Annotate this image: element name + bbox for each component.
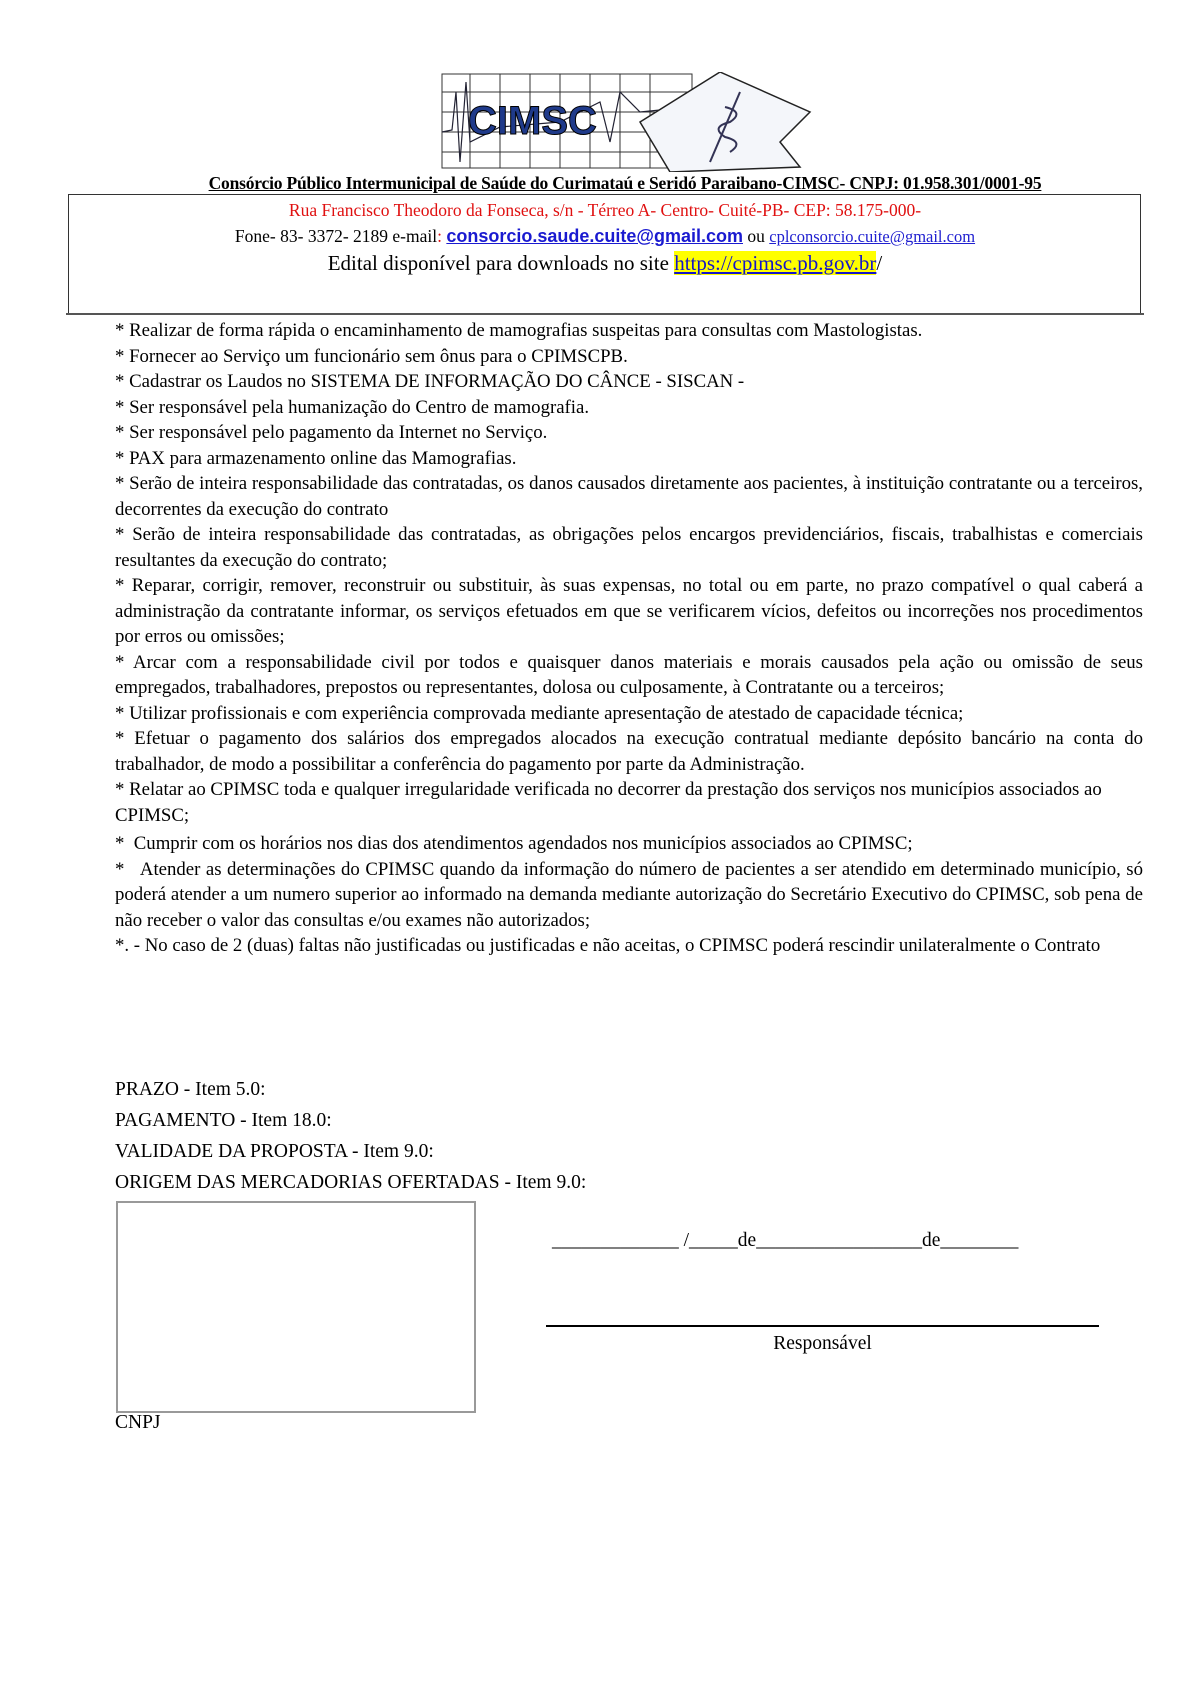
email-link-primary[interactable]: consorcio.saude.cuite@gmail.com <box>446 226 743 246</box>
obligation-item: * Efetuar o pagamento dos salários dos empregados alocados na execução contratual mediante depósito bancário na conta do trabalhador, de modo a possibilitar a conferência do pagamento por parte da Administração. <box>115 728 1143 775</box>
obligation-item: * Ser responsável pela humanização do Centro de mamografia. <box>115 396 590 418</box>
header-divider <box>66 313 1144 315</box>
obligation-item: * Ser responsável pelo pagamento da Internet no Serviço. <box>115 422 548 443</box>
obligation-item: * Cumprir com os horários nos dias dos atendimentos agendados nos municípios associados ao CPIMSC; <box>115 833 913 854</box>
svg-text:CIMSC: CIMSC <box>468 99 597 143</box>
obligation-item: * Relatar ao CPIMSC toda e qualquer irregularidade verificada no decorrer da prestação dos serviços nos municípios associados ao CPIMSC; <box>115 779 1102 826</box>
consortium-title: Consórcio Público Intermunicipal de Saúde do Curimataú e Seridó Paraibano-CIMSC- CNPJ: 01.958.301/0001-95 <box>208 173 1042 193</box>
date-line: _____________ /_____de_________________de________ <box>552 1230 1019 1251</box>
term-pagamento: PAGAMENTO - Item 18.0: <box>115 1110 332 1131</box>
address: Rua Francisco Theodoro da Fonseca, s/n - Térreo A- Centro- Cuité-PB- CEP: 58.175-000- <box>288 200 922 220</box>
obligation-item: * Cadastrar os Laudos no SISTEMA DE INFORMAÇÃO DO CÂNCE - SISCAN - <box>115 371 745 392</box>
obligation-item: * Arcar com a responsabilidade civil por todos e quaisquer danos materiais e morais causados pela ação ou omissão de seus empregados, trabalhadores, prepostos ou representantes, dolosa ou culposamente, à Contratante ou a terceiros; <box>115 651 1143 698</box>
obligation-item: * Realizar de forma rápida o encaminhamento de mamografias suspeitas para consultas com Mastologistas. <box>115 320 923 341</box>
obligation-item: * Reparar, corrigir, remover, reconstruir ou substituir, às suas expensas, no total ou em parte, no prazo compatível o qual caberá a administração da contratante informar, os serviços efetuados em que se verificarem vícios, defeitos ou incorreções nos procedimentos por erros ou omissões; <box>115 575 1143 647</box>
email-link-secondary[interactable]: cplconsorcio.cuite@gmail.com <box>769 227 976 246</box>
obligation-item: * Fornecer ao Serviço um funcionário sem ônus para o CPIMSCPB. <box>115 345 628 367</box>
terms-list <box>115 1074 586 1198</box>
cnpj-stamp-box <box>116 1201 476 1413</box>
obligation-item: *. - No caso de 2 (duas) faltas não justificadas ou justificadas e não aceitas, o CPIMSC poderá rescindir unilateralmente o Contrato <box>115 935 1101 956</box>
phone: Fone- 83- 3372- 2189 e-mail <box>234 226 438 246</box>
term-prazo: PRAZO - Item 5.0: <box>115 1079 266 1100</box>
site-link[interactable]: https://cpimsc.pb.gov.br <box>674 251 877 275</box>
obligation-item: * Serão de inteira responsabilidade das contratadas, os danos causados diretamente aos pacientes, à instituição contratante ou a terceiros, decorrentes da execução do contrato <box>115 473 1143 520</box>
colon: : <box>437 226 442 246</box>
obligations-list <box>115 318 1148 959</box>
or-text: ou <box>747 226 765 246</box>
obligation-item: * Utilizar profissionais e com experiência comprovada mediante apresentação de atestado de capacidade técnica; <box>115 702 964 724</box>
edital-text: Edital disponível para downloads no site <box>327 251 669 275</box>
obligation-item: * PAX para armazenamento online das Mamografias. <box>115 447 517 469</box>
signature-line <box>546 1325 1099 1327</box>
term-origem: ORIGEM DAS MERCADORIAS OFERTADAS - Item 9.0: <box>115 1172 587 1193</box>
edital-line <box>0 251 1200 276</box>
contact-line <box>0 226 1200 247</box>
obligation-item: * Atender as determinações do CPIMSC quando da informação do número de pacientes a ser atendido em determinado município, só poderá atender a um numero superior ao informado na demanda mediante autorização do Secretário Executivo do CPIMSC, sob pena de não receber o valor das consultas e/ou exames não autorizados; <box>115 858 1148 931</box>
cnpj-label: CNPJ <box>115 1412 161 1433</box>
site-suffix: / <box>876 251 883 275</box>
obligation-item: * Serão de inteira responsabilidade das contratadas, as obrigações pelos encargos previdenciários, fiscais, trabalhistas e comerciais resultantes da execução do contrato; <box>115 524 1143 571</box>
cimsc-logo <box>440 72 820 172</box>
responsible-label: Responsável <box>773 1333 872 1354</box>
term-validade: VALIDADE DA PROPOSTA - Item 9.0: <box>115 1141 434 1162</box>
